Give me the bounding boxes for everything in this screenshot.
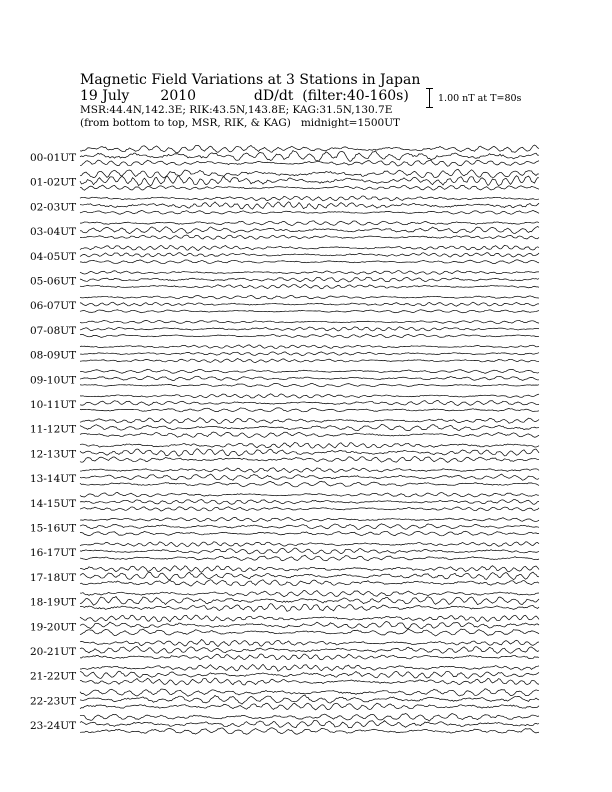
trace-kag [80,591,539,597]
trace-rik [80,671,539,678]
hour-label: 20-21UT [30,646,77,658]
trace-msr [80,383,539,386]
trace-rik [80,424,539,430]
trace-msr [80,629,539,636]
scale-bar-label: 1.00 nT at T=80s [438,93,522,104]
trace-rik [80,524,539,530]
hour-label: 02-03UT [30,201,77,214]
trace-rik [80,202,539,209]
trace-rik [80,597,539,606]
hour-label: 03-04UT [30,226,77,239]
trace-kag [80,295,539,298]
trace-kag [80,345,539,349]
trace-rik [80,499,539,504]
trace-kag [80,714,539,721]
hour-label: 17-18UT [30,571,77,584]
trace-rik [80,227,539,234]
trace-kag [80,517,539,521]
trace-kag [80,221,539,226]
trace-rik [80,548,539,554]
hour-label: 16-17UT [30,547,77,560]
hour-label: 10-11UT [30,399,77,411]
trace-rik [80,352,539,356]
trace-kag [80,492,539,497]
hour-label: 23-24UT [30,720,77,733]
trace-kag [80,689,539,697]
date-line: 19 July 2010 dD/dt (filter:40-160s) [80,88,409,104]
trace-rik [80,572,539,580]
trace-msr [80,160,539,166]
trace-msr [80,334,539,338]
hour-label: 19-20UT [30,621,77,634]
station-coordinates: MSR:44.4N,142.3E; RIK:43.5N,143.8E; KAG:31.5N,130.7E [80,104,393,116]
hour-label: 06-07UT [30,300,77,313]
trace-rik [80,474,539,480]
trace-kag [80,468,539,473]
hour-label: 18-19UT [30,596,77,609]
station-order-note: (from bottom to top, MSR, RIK, & KAG) midnight=1500UT [80,117,401,129]
hour-label: 00-01UT [30,152,77,164]
trace-msr [80,654,539,660]
trace-rik [80,695,539,704]
trace-msr [80,260,539,264]
trace-msr [80,678,539,685]
hour-label: 07-08UT [30,324,77,337]
hour-label: 22-23UT [30,695,77,708]
trace-rik [80,327,539,331]
hour-label: 08-09UT [30,349,77,362]
trace-msr [80,531,539,536]
trace-msr [80,235,539,239]
trace-msr [80,703,539,710]
trace-rik [80,622,539,629]
trace-msr [80,580,539,586]
trace-rik [80,302,539,306]
trace-kag [80,442,539,448]
trace-msr [80,604,539,612]
hour-label: 01-02UT [30,176,77,189]
chart-title: Magnetic Field Variations at 3 Stations in Japan [80,72,421,88]
trace-kag [80,664,539,671]
trace-msr [80,507,539,511]
trace-kag [80,145,539,153]
trace-kag [80,245,539,250]
trace-rik [80,277,539,282]
trace-kag [80,542,539,547]
trace-kag [80,320,539,323]
trace-msr [80,456,539,462]
trace-msr [80,359,539,363]
trace-msr [80,432,539,437]
hour-label: 04-05UT [30,250,77,263]
hour-label: 15-16UT [30,522,77,535]
hour-label: 05-06UT [30,275,77,288]
trace-msr [80,555,539,561]
trace-msr [80,728,539,734]
hour-label: 11-12UT [30,423,77,436]
trace-msr [80,210,539,214]
trace-kag [80,271,539,275]
trace-rik [80,720,539,727]
trace-msr [80,481,539,487]
hour-label: 14-15UT [30,497,77,510]
trace-kag [80,615,539,622]
trace-rik [80,646,539,653]
hour-label: 21-22UT [30,670,77,683]
trace-rik [80,253,539,257]
trace-rik [80,449,539,457]
trace-kag [80,640,539,647]
trace-kag [80,196,539,201]
trace-kag [80,369,539,373]
trace-msr [80,185,539,190]
trace-rik [80,376,539,380]
hour-label: 12-13UT [30,448,77,461]
trace-kag [80,418,539,424]
trace-kag [80,566,539,573]
hour-label: 13-14UT [30,473,77,486]
trace-msr [80,284,539,288]
trace-msr [80,310,539,313]
trace-rik [80,401,539,406]
trace-msr [80,408,539,412]
hour-label: 09-10UT [30,374,77,387]
trace-kag [80,394,539,398]
trace-rik [80,150,539,161]
